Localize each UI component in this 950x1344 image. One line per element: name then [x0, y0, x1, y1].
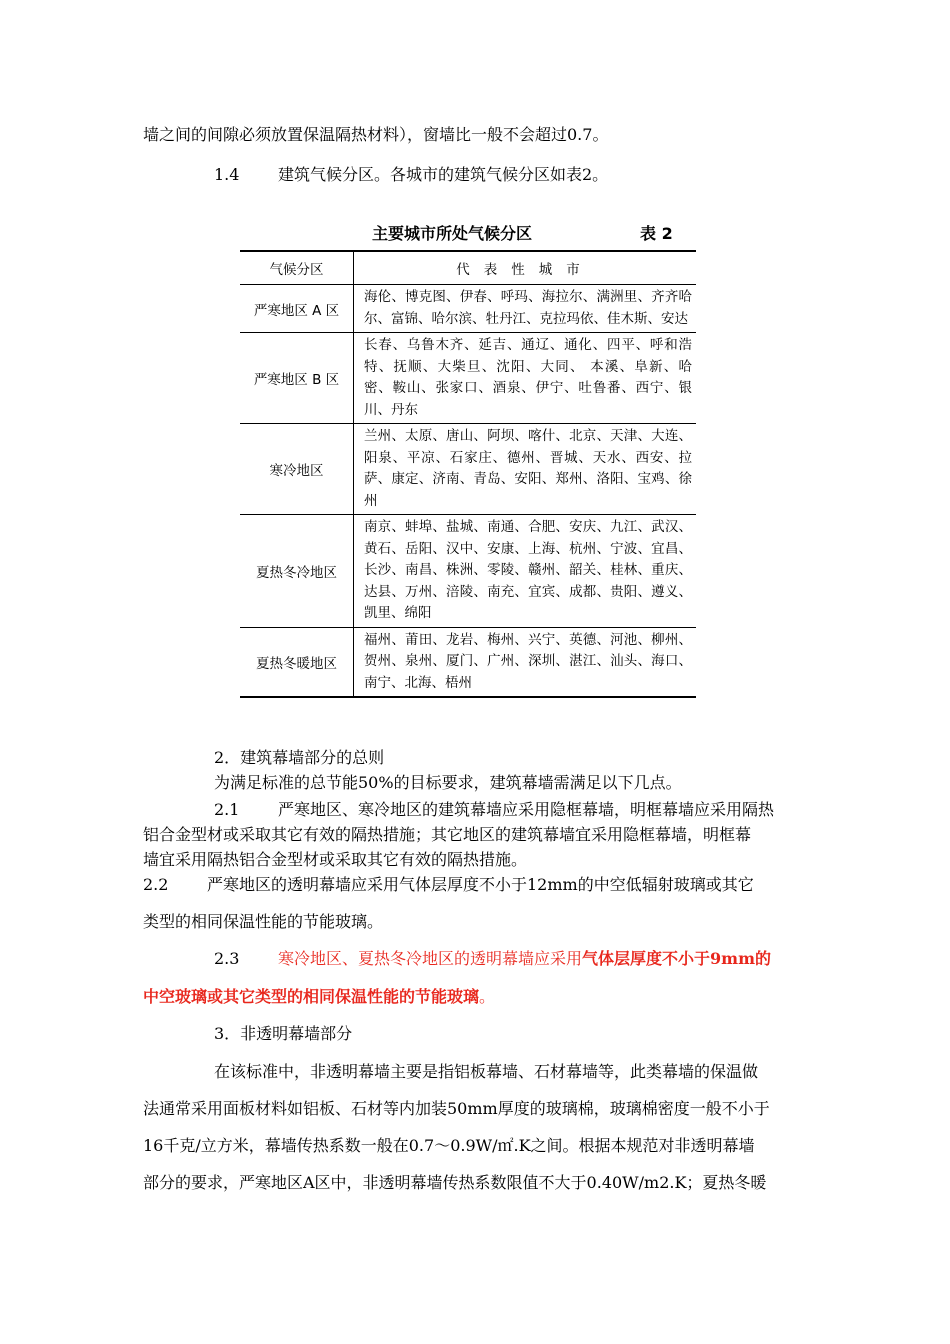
- table-row: [240, 333, 696, 424]
- section-number: 2.3: [214, 949, 240, 968]
- section-text: 严寒地区的透明幕墙应采用气体层厚度不小于12mm的中空低辐射玻璃或其它: [207, 875, 754, 894]
- zone-cell: 寒冷地区: [240, 424, 354, 515]
- section-2-title: 2．建筑幕墙部分的总则: [214, 748, 385, 767]
- zone-cell: 严寒地区 B 区: [240, 333, 354, 424]
- table-row: [240, 515, 696, 628]
- table-title: 主要城市所处气候分区: [372, 224, 533, 243]
- section-2-1-line-1: [214, 799, 774, 821]
- section-3-line-4: 部分的要求，严寒地区A区中，非透明幕墙传热系数限值不大于0.40W/m2.K；夏热冬暖: [143, 1173, 767, 1192]
- table-row: [240, 424, 696, 515]
- section-3-title: 3．非透明幕墙部分: [214, 1024, 353, 1043]
- section-2-1-line-3: 墙宜采用隔热铝合金型材或采取其它有效的隔热措施。: [143, 850, 528, 869]
- table-row: [240, 285, 696, 333]
- zone-cell: 夏热冬冷地区: [240, 515, 354, 628]
- highlighted-text: 。: [479, 987, 496, 1006]
- section-2-intro: 为满足标准的总节能50%的目标要求，建筑幕墙需满足以下几点。: [214, 773, 682, 792]
- section-3-line-1: 在该标准中，非透明幕墙主要是指铝板幕墙、石材幕墙等，此类幕墙的保温做: [214, 1062, 759, 1081]
- cities-cell: 兰州、太原、唐山、阿坝、喀什、北京、天津、大连、阳泉、平凉、石家庄、德州、晋城、天水、西安、拉萨、康定、济南、青岛、安阳、郑州、洛阳、宝鸡、徐州: [354, 424, 697, 515]
- cities-cell: 海伦、博克图、伊春、呼玛、海拉尔、满洲里、齐齐哈尔、富锦、哈尔滨、牡丹江、克拉玛依、佳木斯、安达: [354, 285, 697, 333]
- header-climate-zone: 气候分区: [240, 251, 354, 285]
- climate-zone-table: [240, 250, 696, 698]
- cities-cell: 南京、蚌埠、盐城、南通、合肥、安庆、九江、武汉、黄石、岳阳、汉中、安康、上海、杭州、宁波、宜昌、长沙、南昌、株洲、零陵、赣州、韶关、桂林、重庆、达县、万州、涪陵、南充、宜宾、成都、贵阳、遵义、凯里、绵阳: [354, 515, 697, 628]
- bold-highlighted-text: 中空玻璃或其它类型的相同保温性能的节能玻璃: [143, 987, 480, 1006]
- table-row: [240, 627, 696, 697]
- section-number: 2.1: [214, 800, 240, 819]
- header-cities: 代表性城市: [354, 251, 697, 285]
- cities-cell: 福州、莆田、龙岩、梅州、兴宁、英德、河池、柳州、贺州、泉州、厦门、广州、深圳、湛江、汕头、海口、南宁、北海、梧州: [354, 627, 697, 697]
- section-2-2-line-1: [143, 874, 754, 896]
- section-text: 建筑气候分区。各城市的建筑气候分区如表2。: [278, 165, 609, 184]
- zone-cell: 夏热冬暖地区: [240, 627, 354, 697]
- section-2-2-line-2: 类型的相同保温性能的节能玻璃。: [143, 912, 384, 931]
- section-3-line-3: 16千克/立方米，幕墙传热系数一般在0.7～0.9W/㎡.K之间。根据本规范对非透明幕墙: [143, 1136, 755, 1155]
- paragraph-line: 墙之间的间隙必须放置保温隔热材料），窗墙比一般不会超过0.7。: [143, 125, 609, 144]
- section-number: 2.2: [143, 875, 169, 894]
- table-caption: [240, 221, 695, 245]
- section-3-line-2: 法通常采用面板材料如铝板、石材等内加装50mm厚度的玻璃棉，玻璃棉密度一般不小于: [143, 1099, 770, 1118]
- cities-cell: 长春、乌鲁木齐、延吉、通辽、通化、四平、呼和浩特、抚顺、大柴旦、沈阳、大同、 本溪、阜新、哈密、鞍山、张家口、酒泉、伊宁、吐鲁番、西宁、银川、丹东: [354, 333, 697, 424]
- section-1-4: [214, 164, 608, 186]
- section-2-1-line-2: 铝合金型材或采取其它有效的隔热措施；其它地区的建筑幕墙宜采用隐框幕墙，明框幕: [143, 825, 752, 844]
- section-2-3-line-2: [143, 986, 495, 1008]
- bold-highlighted-text: 气体层厚度不小于9mm的: [582, 949, 772, 968]
- zone-cell: 严寒地区 A 区: [240, 285, 354, 333]
- table-header-row: [240, 251, 696, 285]
- section-number: 1.4: [214, 165, 240, 184]
- section-2-3-line-1: [214, 948, 771, 970]
- table-number: 表 2: [640, 224, 673, 243]
- section-text: 严寒地区、寒冷地区的建筑幕墙应采用隐框幕墙，明框幕墙应采用隔热: [278, 800, 775, 819]
- highlighted-text: 寒冷地区、夏热冬冷地区的透明幕墙应采用: [278, 949, 583, 968]
